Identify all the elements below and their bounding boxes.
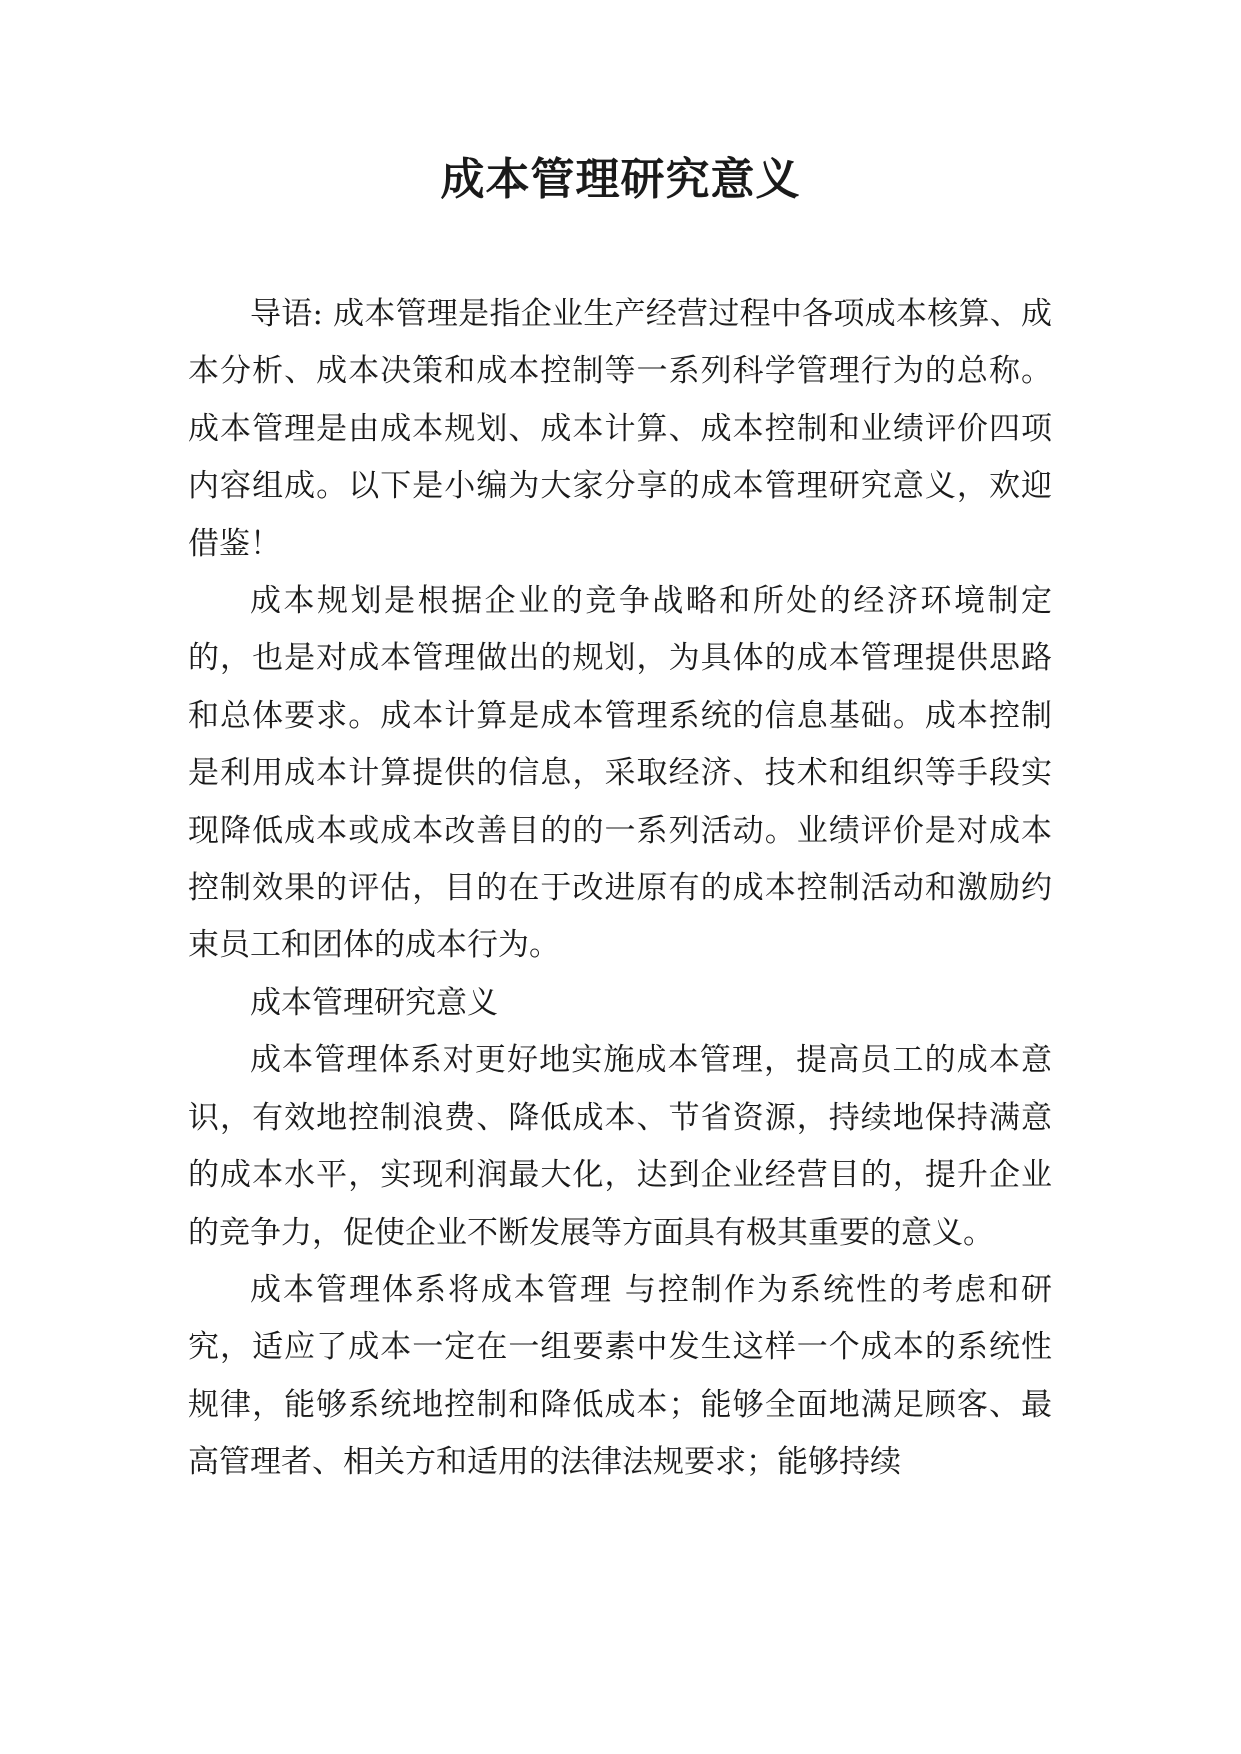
section-heading: 成本管理研究意义 (250, 984, 498, 1021)
paragraph-significance: 成本管理体系对更好地实施成本管理，提高员工的成本意识，有效地控制浪费、降低成本、节省资源，持续地保持满意的成本水平，实现利润最大化，达到企业经营目的，提升企业的竞争力，促使企业不断发展等方面具有极其重要的意义。 (188, 1042, 1052, 1251)
paragraph-cost-planning: 成本规划是根据企业的竞争战略和所处的经济环境制定的，也是对成本管理做出的规划，为具体的成本管理提供思路和总体要求。成本计算是成本管理系统的信息基础。成本控制是利用成本计算提供的信息，采取经济、技术和组织等手段实现降低成本或成本改善目的的一系列活动。业绩评价是对成本控制效果的评估，目的在于改进原有的成本控制活动和激励约束员工和团体的成本行为。 (188, 583, 1052, 964)
paragraph-intro: 导语: 成本管理是指企业生产经营过程中各项成本核算、成本分析、成本决策和成本控制等一系列科学管理行为的总称。成本管理是由成本规划、成本计算、成本控制和业绩评价四项内容组成。以下是小编为大家分享的成本管理研究意义，欢迎借鉴！ (188, 296, 1052, 562)
document-title: 成本管理研究意义 (440, 154, 801, 205)
document-body (188, 286, 1052, 1492)
paragraph-system: 成本管理体系将成本管理 与控制作为系统性的考虑和研究，适应了成本一定在一组要素中发生这样一个成本的系统性规律，能够系统地控制和降低成本；能够全面地满足顾客、最高管理者、相关方和适用的法律法规要求；能够持续 (188, 1271, 1052, 1481)
